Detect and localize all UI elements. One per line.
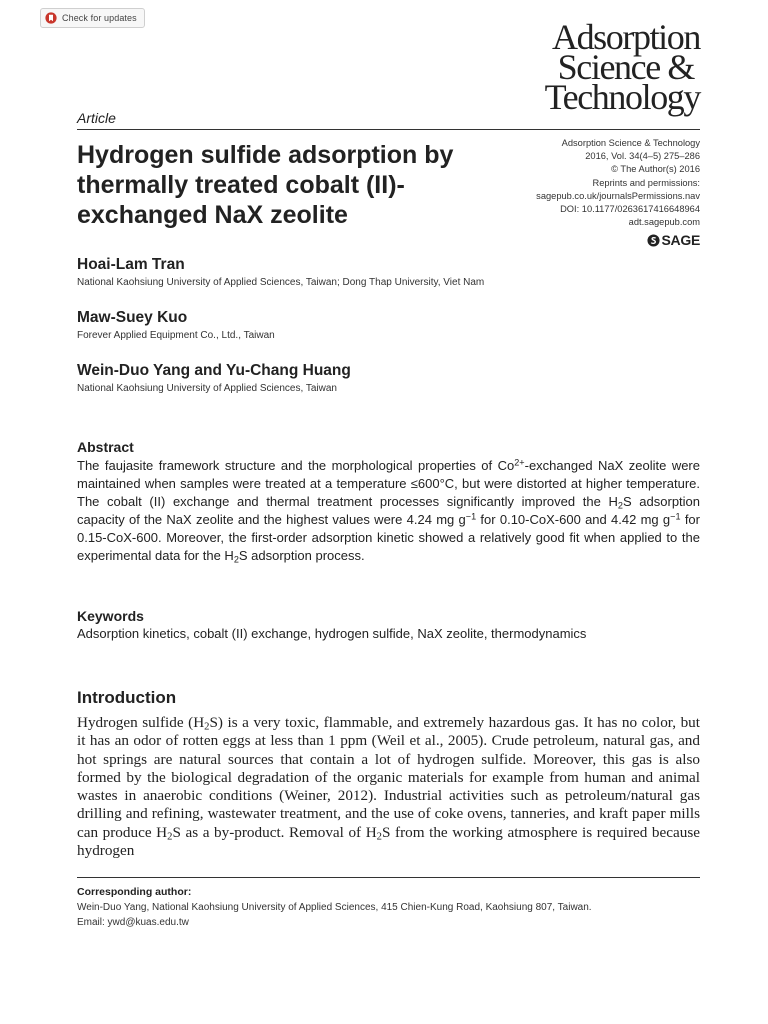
abstract-fragment: S adsorption process.: [238, 547, 365, 563]
header-divider: [77, 129, 700, 130]
author-name: Wein-Duo Yang and Yu-Chang Huang: [77, 362, 351, 379]
introduction-heading: Introduction: [77, 688, 177, 707]
intro-fragment: S as a by-product. Removal of H: [172, 823, 377, 841]
journal-metadata: [536, 137, 700, 229]
corresponding-author-email[interactable]: Email: ywd@kuas.edu.tw: [77, 916, 189, 928]
publisher-name: SAGE: [661, 232, 700, 248]
intro-fragment: Hydrogen sulfide (H: [77, 714, 205, 731]
abstract-fragment: for 0.10-CoX-600 and 4.42 mg g: [476, 511, 671, 527]
meta-line: 2016, Vol. 34(4–5) 275–286: [585, 151, 700, 162]
doi-link[interactable]: DOI: 10.1177/0263617416648964: [560, 204, 700, 215]
journal-logo-line: Adsorption: [551, 17, 700, 57]
journal-logo-line: Science &: [557, 47, 694, 87]
abstract-fragment: S adsorption capacity of the NaX zeolite and the highest values were 4.24 mg g: [77, 493, 701, 527]
abstract-fragment: The faujasite framework structure and the morphological properties of Co: [77, 458, 515, 473]
author-affiliation: National Kaohsiung University of Applied Sciences, Taiwan: [77, 383, 337, 394]
meta-line: Reprints and permissions:: [592, 177, 700, 188]
author-name: Hoai-Lam Tran: [77, 256, 185, 273]
journal-logo-line: Technology: [544, 77, 700, 117]
intro-subscript: 2: [167, 831, 173, 843]
update-bookmark-icon: [45, 12, 57, 24]
sage-logo-icon: [647, 234, 660, 247]
publisher-logo: [647, 232, 700, 248]
abstract-superscript: 2+: [514, 457, 525, 468]
abstract-heading: Abstract: [77, 439, 134, 455]
meta-line: © The Author(s) 2016: [611, 164, 700, 175]
author-affiliation: Forever Applied Equipment Co., Ltd., Taiwan: [77, 330, 275, 341]
keywords-text: Adsorption kinetics, cobalt (II) exchange, hydrogen sulfide, NaX zeolite, thermodynamics: [77, 626, 587, 641]
corresponding-author-details: [77, 901, 717, 930]
keywords-heading: Keywords: [77, 608, 144, 624]
abstract-fragment: -exchanged NaX zeolite were maintained when samples were treated at a temperature ≤600°C, but were distorted at higher temperature. The cobalt (II) exchange and thermal treatment processes significantly improved the H: [77, 458, 700, 509]
permissions-link[interactable]: sagepub.co.uk/journalsPermissions.nav: [536, 190, 700, 201]
introduction-text: [77, 714, 700, 860]
author-name: Maw-Suey Kuo: [77, 309, 188, 326]
abstract-fragment: for 0.15-CoX-600. Moreover, the first-order adsorption kinetic showed a relatively good fit when applied to the experimental data for the H: [77, 511, 700, 563]
intro-subscript: 2: [204, 721, 210, 733]
check-for-updates-label: Check for updates: [62, 13, 137, 23]
check-for-updates-button[interactable]: [40, 8, 145, 28]
intro-fragment: S from the working atmosphere is required because hydrogen: [77, 823, 700, 860]
article-title: Hydrogen sulfide adsorption by thermally treated cobalt (II)-exchanged NaX zeolite: [77, 141, 454, 229]
journal-logo: [544, 17, 700, 117]
intro-fragment: S) is a very toxic, flammable, and extremely hazardous gas. It has no color, but it has an odor of rotten eggs at less than 1 ppm (Weil et al., 2005). Crude petroleum, natural gas, and hot springs are natural sources that contain a lot of hydrogen sulfide. Moreover, this gas is also formed by the biological degradation of the organic materials for example from human and animal wastes in anaerobic conditions (Weiner, 2012). Industrial activities such as petroleum/natural gas drilling and refining, wastewater treatment, and the use of coke ovens, tanneries, and kraft paper mills can produce H: [77, 714, 700, 841]
article-type-label: Article: [77, 110, 116, 126]
abstract-subscript: 2: [233, 553, 239, 564]
abstract-subscript: 2: [617, 500, 623, 511]
intro-subscript: 2: [376, 831, 382, 843]
meta-line: Adsorption Science & Technology: [561, 138, 700, 148]
author-affiliation: National Kaohsiung University of Applied Sciences, Taiwan; Dong Thap University, Viet Nam: [77, 277, 485, 288]
corresponding-author-address: Wein-Duo Yang, National Kaohsiung University of Applied Sciences, 415 Chien-Kung Road, Kaohsiung 807, Taiwan.: [77, 902, 592, 913]
abstract-superscript: −1: [465, 511, 477, 522]
abstract-text: [77, 457, 700, 564]
footnote-divider: [77, 877, 700, 878]
corresponding-author-heading: Corresponding author:: [77, 886, 192, 898]
journal-url-link[interactable]: adt.sagepub.com: [628, 217, 700, 228]
abstract-superscript: −1: [670, 511, 681, 522]
